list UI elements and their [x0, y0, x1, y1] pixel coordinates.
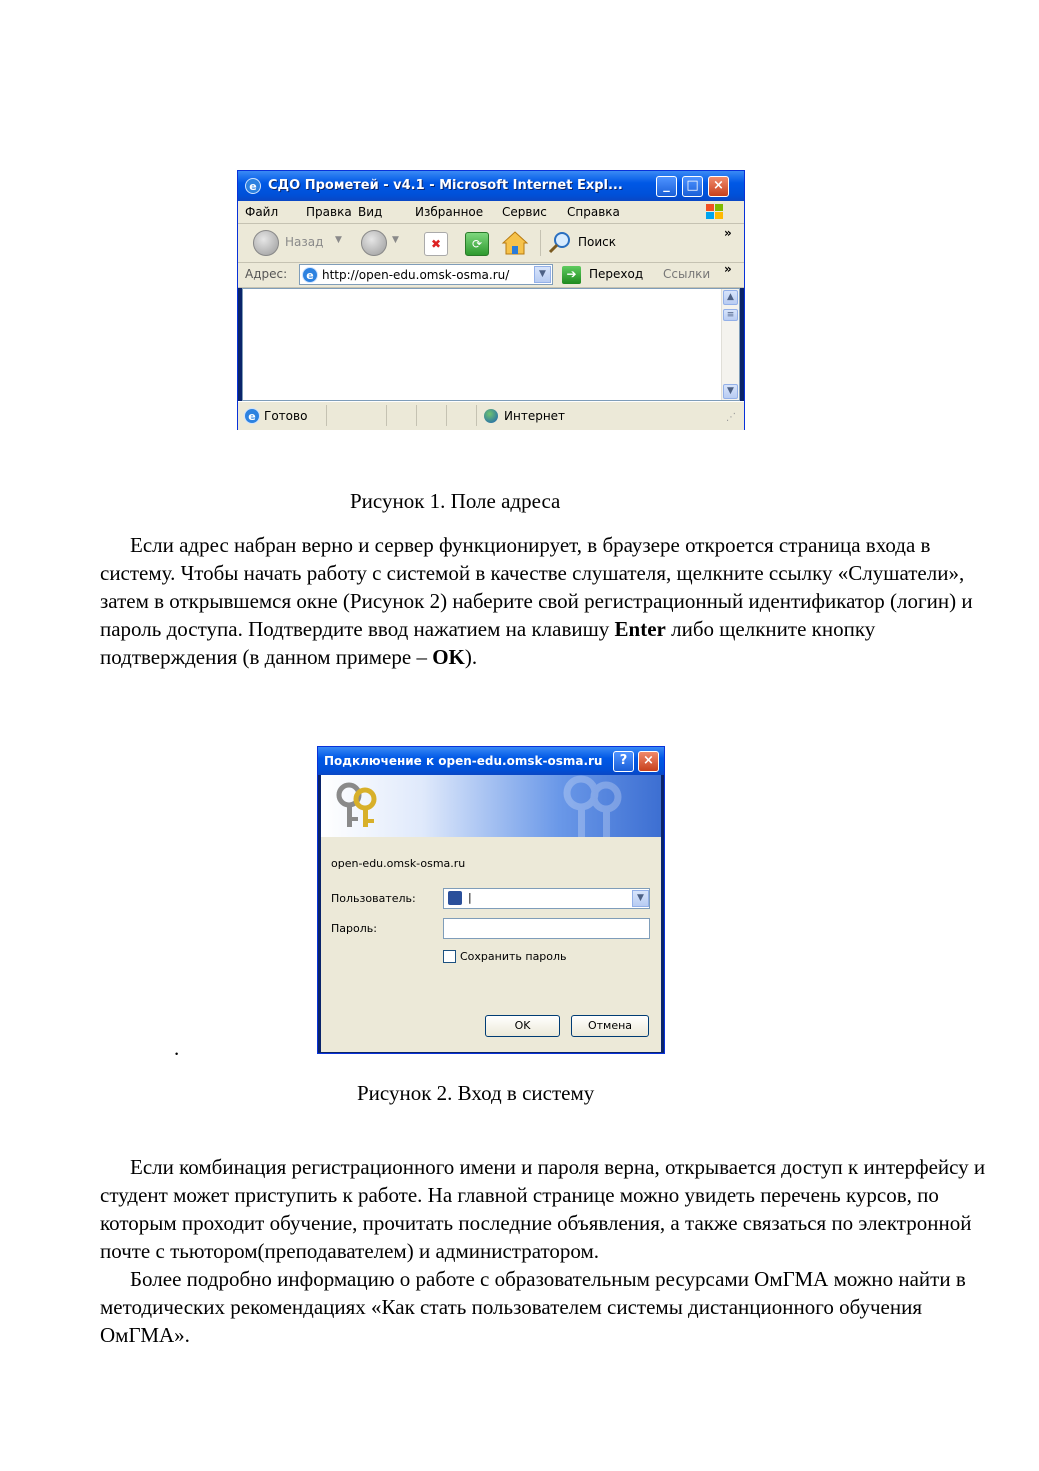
maximize-button[interactable]: □ — [682, 176, 703, 197]
user-dropdown-icon[interactable]: ▼ — [632, 890, 649, 907]
menu-bar — [238, 201, 744, 224]
home-icon[interactable] — [501, 229, 529, 257]
close-button[interactable]: × — [708, 176, 729, 197]
menu-edit[interactable]: Правка — [306, 205, 352, 219]
go-button[interactable]: Переход — [589, 267, 644, 281]
save-password-label[interactable]: Сохранить пароль — [460, 950, 567, 963]
back-dropdown-icon[interactable]: ▼ — [335, 235, 342, 245]
browser-window-figure — [237, 170, 745, 430]
figure2-caption: Рисунок 2. Вход в систему — [357, 1081, 595, 1105]
search-icon[interactable] — [547, 230, 573, 256]
enter-key-bold: Enter — [614, 617, 666, 641]
stray-dot: . — [174, 1036, 180, 1060]
vertical-scrollbar[interactable] — [721, 289, 739, 400]
figure1-caption: Рисунок 1. Поле адреса — [350, 489, 561, 513]
globe-icon — [484, 409, 498, 423]
menu-view[interactable]: Вид — [358, 205, 383, 219]
password-label: Пароль: — [331, 922, 377, 935]
forward-arrow-icon[interactable] — [361, 230, 387, 256]
cancel-button[interactable]: Отмена — [571, 1015, 649, 1037]
status-bar — [238, 401, 744, 430]
ie-page-icon: e — [245, 178, 261, 194]
menu-help[interactable]: Справка — [567, 205, 620, 219]
address-value: http://open-edu.omsk-osma.ru/ — [322, 268, 510, 282]
paragraph-1-text-2: либо щелкните кнопку подтверждения (в данном примере – — [100, 617, 876, 669]
paragraph-2: Если комбинация регистрационного имени и пароля верна, открывается доступ к интерфейсу и студент может приступить к работе. На главной странице можно увидеть перечень курсов, по которым проходит обучение, прочитать последние объявления, а также связаться по электронной почте с тьютором(преподавателем) и администратором. — [100, 1155, 986, 1263]
server-name: open-edu.omsk-osma.ru — [331, 857, 466, 870]
menu-tools[interactable]: Сервис — [502, 205, 547, 219]
scroll-down-icon[interactable]: ▼ — [723, 384, 738, 399]
status-divider — [446, 405, 447, 426]
dialog-title: Подключение к open-edu.omsk-osma.ru — [324, 754, 603, 768]
ok-button[interactable]: OK — [485, 1015, 560, 1037]
menu-favorites[interactable]: Избранное — [415, 205, 484, 219]
status-text: Готово — [264, 409, 308, 423]
ie-page-icon: e — [244, 408, 260, 424]
resize-grip-icon[interactable]: ⋰ — [726, 412, 736, 423]
back-arrow-icon[interactable] — [253, 230, 279, 256]
status-divider — [386, 405, 387, 426]
status-divider — [326, 405, 327, 426]
dialog-titlebar — [318, 747, 664, 775]
user-label: Пользователь: — [331, 892, 416, 905]
status-divider — [416, 405, 417, 426]
user-value: | — [468, 891, 472, 904]
minimize-button[interactable]: _ — [656, 176, 677, 197]
paragraph-1-text-3: ). — [464, 645, 478, 669]
dialog-body — [321, 837, 661, 1052]
dialog-banner — [321, 775, 661, 837]
zone-text: Интернет — [504, 409, 566, 423]
paragraph-3: Более подробно информацию о работе с образовательным ресурсами ОмГМА можно найти в методических рекомендациях «Как стать пользователем системы дистанционного обучения ОмГМА». — [100, 1267, 966, 1347]
menu-file[interactable]: Файл — [245, 205, 279, 219]
toolbar-separator — [540, 230, 541, 256]
help-button[interactable]: ? — [613, 751, 634, 772]
scroll-thumb[interactable]: ≡ — [723, 309, 738, 321]
paragraph-2-3 — [100, 1153, 1000, 1349]
dialog-close-button[interactable]: × — [638, 751, 659, 772]
go-arrow-icon[interactable]: ➔ — [562, 266, 581, 284]
ok-bold: OK — [432, 645, 465, 669]
browser-content-area — [242, 288, 740, 401]
address-dropdown-icon[interactable]: ▼ — [534, 266, 551, 283]
user-icon — [448, 891, 462, 905]
browser-title: СДО Прометей - v4.1 - Microsoft Internet Expl... — [268, 178, 623, 193]
ie-page-icon: e — [302, 267, 318, 283]
refresh-icon[interactable]: ⟳ — [465, 232, 489, 256]
keys-watermark-icon — [551, 775, 631, 840]
forward-dropdown-icon[interactable]: ▼ — [392, 235, 399, 245]
toolbar — [238, 224, 744, 263]
user-combobox[interactable] — [443, 888, 650, 909]
status-divider — [476, 405, 477, 426]
address-input[interactable] — [299, 264, 553, 285]
paragraph-1 — [100, 531, 1000, 671]
links-chevron-icon[interactable]: » — [724, 262, 732, 276]
address-bar — [238, 263, 744, 288]
links-label[interactable]: Ссылки — [663, 267, 711, 281]
password-input[interactable] — [443, 918, 650, 939]
browser-titlebar — [238, 171, 744, 201]
address-label: Адрес: — [245, 267, 288, 281]
stop-icon[interactable]: ✖ — [424, 232, 448, 256]
toolbar-chevron-icon[interactable]: » — [724, 226, 732, 240]
paragraph-1-text: Если адрес набран верно и сервер функционирует, в браузере откроется страница входа в систему. Чтобы начать работу с системой в качестве слушателя, щелкните ссылку «Слушатели», затем в открывшемся окне (Рисунок 2) наберите свой регистрационный идентификатор (логин) и пароль доступа. Подтвердите ввод нажатием на клавишу — [100, 533, 973, 641]
keys-icon — [333, 781, 385, 834]
back-label[interactable]: Назад — [285, 235, 324, 249]
scroll-up-icon[interactable]: ▲ — [723, 290, 738, 305]
search-label[interactable]: Поиск — [578, 235, 617, 249]
login-dialog-figure — [317, 746, 665, 1054]
save-password-checkbox[interactable] — [443, 950, 456, 963]
